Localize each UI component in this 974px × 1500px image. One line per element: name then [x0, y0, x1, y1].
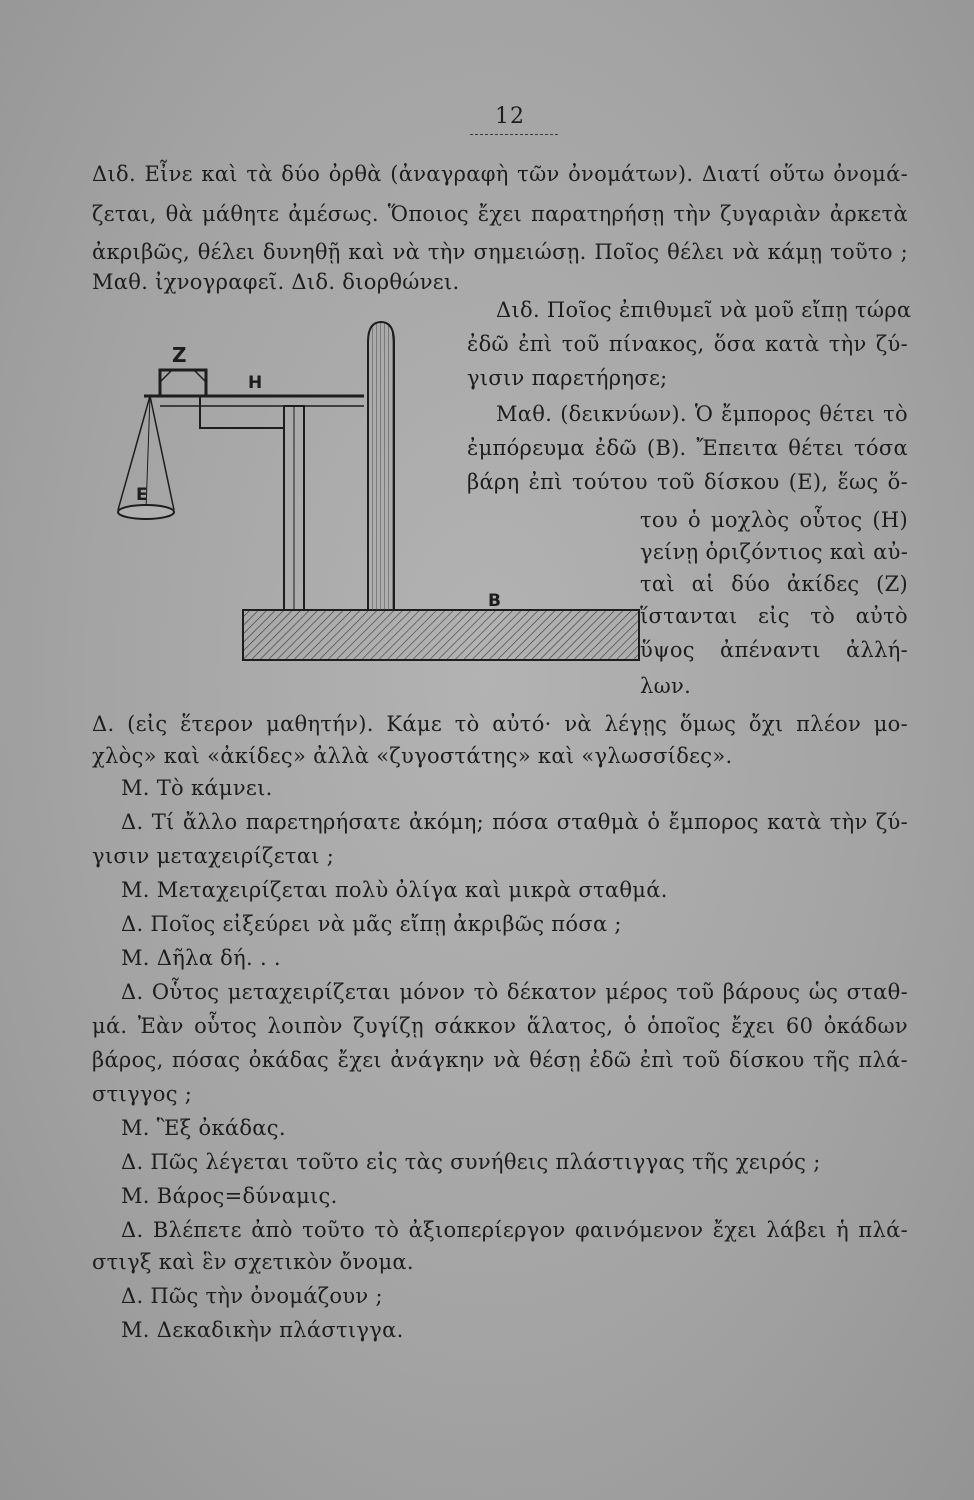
text-line: Μ. Βάρος=δύναμις.: [121, 1184, 338, 1208]
text-line: ζεται, θὰ μάθητε ἀμέσως. Ὅποιος ἔχει παρατηρήσῃ τὴν ζυγαριὰν ἀρκετὰ: [92, 202, 908, 226]
pointer-bracket: [160, 370, 206, 396]
text-line: λων.: [640, 674, 692, 698]
text-line: ἐδῶ ἐπὶ τοῦ πίνακος, ὅσα κατὰ τὴν ζύ-: [467, 332, 908, 356]
text-line: Δ. Ποῖος εἰξεύρει νὰ μᾶς εἴπῃ ἀκριβῶς πόσα ;: [121, 912, 622, 936]
weight-pan: [118, 505, 174, 519]
text-line: Δ. Πῶς τὴν ὀνομάζουν ;: [121, 1284, 383, 1308]
text-line: Δ. (εἰς ἕτερον μαθητήν). Κάμε τὸ αὐτό· νὰ λέγῃς ὅμως ὄχι πλέον μο-: [92, 712, 908, 736]
decimal-scale-diagram: [100, 310, 640, 682]
text-line: Μ. Δεκαδικὴν πλάστιγγα.: [121, 1318, 404, 1342]
text-line: Δ. Τί ἄλλο παρετηρήσατε ἀκόμη; πόσα σταθμὰ ὁ ἔμπορος κατὰ τὴν ζύ-: [121, 810, 908, 834]
text-line: βάρος, πόσας ὀκάδας ἔχει ἀνάγκην νὰ θέσῃ ἐδῶ ἐπὶ τοῦ δίσκου τῆς πλά-: [92, 1048, 908, 1072]
text-line: Μαθ. (δεικνύων). Ὁ ἔμπορος θέτει τὸ: [496, 402, 908, 426]
text-line: Μ. Δῆλα δή. . .: [121, 946, 281, 970]
text-line: γισιν παρετήρησε;: [467, 366, 668, 390]
text-line: ὕψος ἀπέναντι ἀλλή-: [640, 638, 908, 662]
page-number: 12: [495, 104, 525, 129]
text-line: γισιν μεταχειρίζεται ;: [92, 844, 335, 868]
text-line: Μ. Ἓξ ὀκάδας.: [121, 1116, 286, 1140]
text-line: του ὁ μοχλὸς οὗτος (Η): [640, 508, 908, 532]
text-line: ἵστανται εἰς τὸ αὐτὸ: [640, 604, 908, 628]
text-line: στιγγος ;: [92, 1082, 193, 1106]
base-plate: [243, 610, 639, 660]
header-rule: [470, 134, 558, 135]
text-line: ἐμπόρευμα ἐδῶ (Β). Ἔπειτα θέτει τόσα: [467, 436, 908, 460]
text-line: μά. Ἐὰν οὗτος λοιπὸν ζυγίζῃ σάκκον ἅλατος, ὁ ὁποῖος ἔχει 60 ὀκάδων: [92, 1014, 908, 1038]
text-line: ταὶ αἱ δύο ἀκίδες (Ζ): [640, 572, 908, 596]
text-line: Μ. Τὸ κάμνει.: [121, 776, 273, 800]
text-line: βάρη ἐπὶ τούτου τοῦ δίσκου (Ε), ἕως ὅ-: [467, 470, 908, 494]
text-line: Μαθ. ἰχνογραφεῖ. Διδ. διορθώνει.: [92, 270, 460, 294]
text-line: Διδ. Εἶνε καὶ τὰ δύο ὀρθὰ (ἀναγραφὴ τῶν ὀνομάτων). Διατί οὕτω ὀνομά-: [92, 162, 908, 186]
figure-label-e: E: [136, 485, 148, 505]
text-line: γείνῃ ὁριζόντιος καὶ αὐ-: [640, 540, 909, 564]
text-line: Δ. Οὗτος μεταχειρίζεται μόνον τὸ δέκατον μέρος τοῦ βάρους ὡς σταθ-: [121, 980, 908, 1004]
scale-column: [368, 322, 394, 610]
figure-label-b: B: [488, 591, 501, 611]
text-line: ἀκριβῶς, θέλει δυνηθῇ καὶ νὰ τὴν σημειώσῃ. Ποῖος θέλει νὰ κάμῃ τοῦτο ;: [92, 240, 908, 264]
text-line: στιγξ καὶ ἓν σχετικὸν ὄνομα.: [92, 1250, 414, 1274]
text-line: Δ. Βλέπετε ἀπὸ τοῦτο τὸ ἀξιοπερίεργον φαινόμενον ἔχει λάβει ἡ πλά-: [121, 1218, 908, 1242]
text-line: Δ. Πῶς λέγεται τοῦτο εἰς τὰς συνήθεις πλάστιγγας τῆς χειρός ;: [121, 1150, 821, 1174]
text-line: χλὸς» καὶ «ἀκίδες» ἀλλὰ «ζυγοστάτης» καὶ «γλωσσίδες».: [92, 744, 733, 768]
figure-label-h: H: [248, 373, 263, 393]
text-line: Διδ. Ποῖος ἐπιθυμεῖ νὰ μοῦ εἴπῃ τώρα: [496, 298, 912, 322]
figure-label-z: Z: [172, 343, 187, 367]
text-line: Μ. Μεταχειρίζεται πολὺ ὀλίγα καὶ μικρὰ σταθμά.: [121, 878, 668, 902]
